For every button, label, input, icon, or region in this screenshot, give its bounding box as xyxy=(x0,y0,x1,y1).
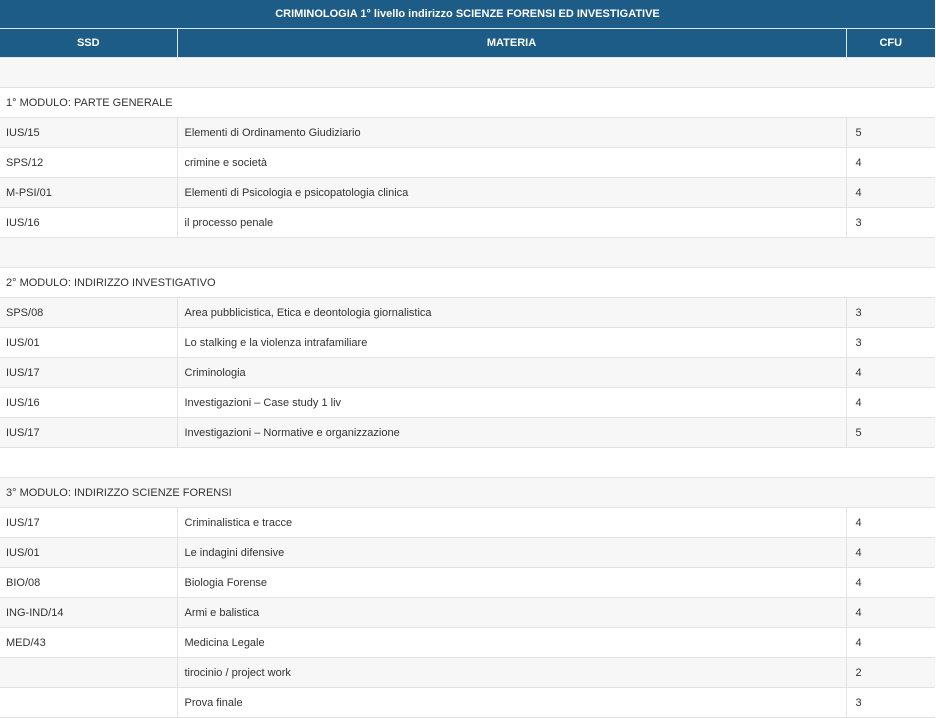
materia-cell: Elementi di Ordinamento Giudiziario xyxy=(177,118,846,148)
table-title: CRIMINOLOGIA 1° livello indirizzo SCIENZE FORENSI ED INVESTIGATIVE xyxy=(0,0,935,29)
materia-cell: Criminalistica e tracce xyxy=(177,508,846,538)
ssd-cell: IUS/17 xyxy=(0,418,177,448)
table-row xyxy=(0,418,935,448)
materia-cell: crimine e società xyxy=(177,148,846,178)
cfu-cell: 3 xyxy=(846,688,935,718)
ssd-cell: MED/43 xyxy=(0,628,177,658)
table-row xyxy=(0,658,935,688)
table-header-row xyxy=(0,29,935,58)
materia-cell: Lo stalking e la violenza intrafamiliare xyxy=(177,328,846,358)
module-header-row xyxy=(0,88,935,118)
materia-cell: Criminologia xyxy=(177,358,846,388)
ssd-cell: M-PSI/01 xyxy=(0,178,177,208)
cfu-cell: 4 xyxy=(846,598,935,628)
module-label: 1° MODULO: PARTE GENERALE xyxy=(0,88,935,118)
table-row xyxy=(0,568,935,598)
spacer-row xyxy=(0,448,935,478)
spacer-row xyxy=(0,58,935,88)
materia-cell: Area pubblicistica, Etica e deontologia giornalistica xyxy=(177,298,846,328)
cfu-cell: 4 xyxy=(846,568,935,598)
ssd-cell: SPS/08 xyxy=(0,298,177,328)
table-row xyxy=(0,688,935,718)
materia-cell: Prova finale xyxy=(177,688,846,718)
table-row xyxy=(0,328,935,358)
materia-cell: Investigazioni – Normative e organizzazione xyxy=(177,418,846,448)
table-row xyxy=(0,298,935,328)
spacer-cell xyxy=(0,448,935,478)
materia-cell: tirocinio / project work xyxy=(177,658,846,688)
cfu-cell: 3 xyxy=(846,328,935,358)
table-row xyxy=(0,508,935,538)
table-row xyxy=(0,598,935,628)
materia-cell: Armi e balistica xyxy=(177,598,846,628)
materia-cell: Le indagini difensive xyxy=(177,538,846,568)
ssd-cell xyxy=(0,658,177,688)
table-row xyxy=(0,388,935,418)
ssd-cell: IUS/17 xyxy=(0,508,177,538)
header-cfu: CFU xyxy=(846,29,935,58)
spacer-row xyxy=(0,238,935,268)
cfu-cell: 5 xyxy=(846,418,935,448)
ssd-cell: IUS/17 xyxy=(0,358,177,388)
cfu-cell: 4 xyxy=(846,388,935,418)
header-materia: MATERIA xyxy=(177,29,846,58)
table-row xyxy=(0,208,935,238)
materia-cell: Investigazioni – Case study 1 liv xyxy=(177,388,846,418)
ssd-cell: IUS/16 xyxy=(0,388,177,418)
header-ssd: SSD xyxy=(0,29,177,58)
module-label: 3° MODULO: INDIRIZZO SCIENZE FORENSI xyxy=(0,478,935,508)
cfu-cell: 4 xyxy=(846,508,935,538)
table-row xyxy=(0,118,935,148)
cfu-cell: 4 xyxy=(846,628,935,658)
table-row xyxy=(0,538,935,568)
spacer-cell xyxy=(0,238,935,268)
ssd-cell: SPS/12 xyxy=(0,148,177,178)
table-row xyxy=(0,628,935,658)
cfu-cell: 3 xyxy=(846,208,935,238)
ssd-cell: IUS/15 xyxy=(0,118,177,148)
cfu-cell: 5 xyxy=(846,118,935,148)
table-row xyxy=(0,148,935,178)
table-title-row xyxy=(0,0,935,29)
module-label: 2° MODULO: INDIRIZZO INVESTIGATIVO xyxy=(0,268,935,298)
cfu-cell: 4 xyxy=(846,538,935,568)
table-row xyxy=(0,178,935,208)
materia-cell: Elementi di Psicologia e psicopatologia clinica xyxy=(177,178,846,208)
ssd-cell: IUS/01 xyxy=(0,538,177,568)
ssd-cell: BIO/08 xyxy=(0,568,177,598)
ssd-cell: IUS/01 xyxy=(0,328,177,358)
table-body xyxy=(0,58,935,718)
materia-cell: il processo penale xyxy=(177,208,846,238)
ssd-cell: ING-IND/14 xyxy=(0,598,177,628)
materia-cell: Medicina Legale xyxy=(177,628,846,658)
ssd-cell: IUS/16 xyxy=(0,208,177,238)
module-header-row xyxy=(0,478,935,508)
table-row xyxy=(0,358,935,388)
cfu-cell: 4 xyxy=(846,148,935,178)
cfu-cell: 3 xyxy=(846,298,935,328)
materia-cell: Biologia Forense xyxy=(177,568,846,598)
cfu-cell: 2 xyxy=(846,658,935,688)
cfu-cell: 4 xyxy=(846,178,935,208)
module-header-row xyxy=(0,268,935,298)
ssd-cell xyxy=(0,688,177,718)
spacer-cell xyxy=(0,58,935,88)
cfu-cell: 4 xyxy=(846,358,935,388)
